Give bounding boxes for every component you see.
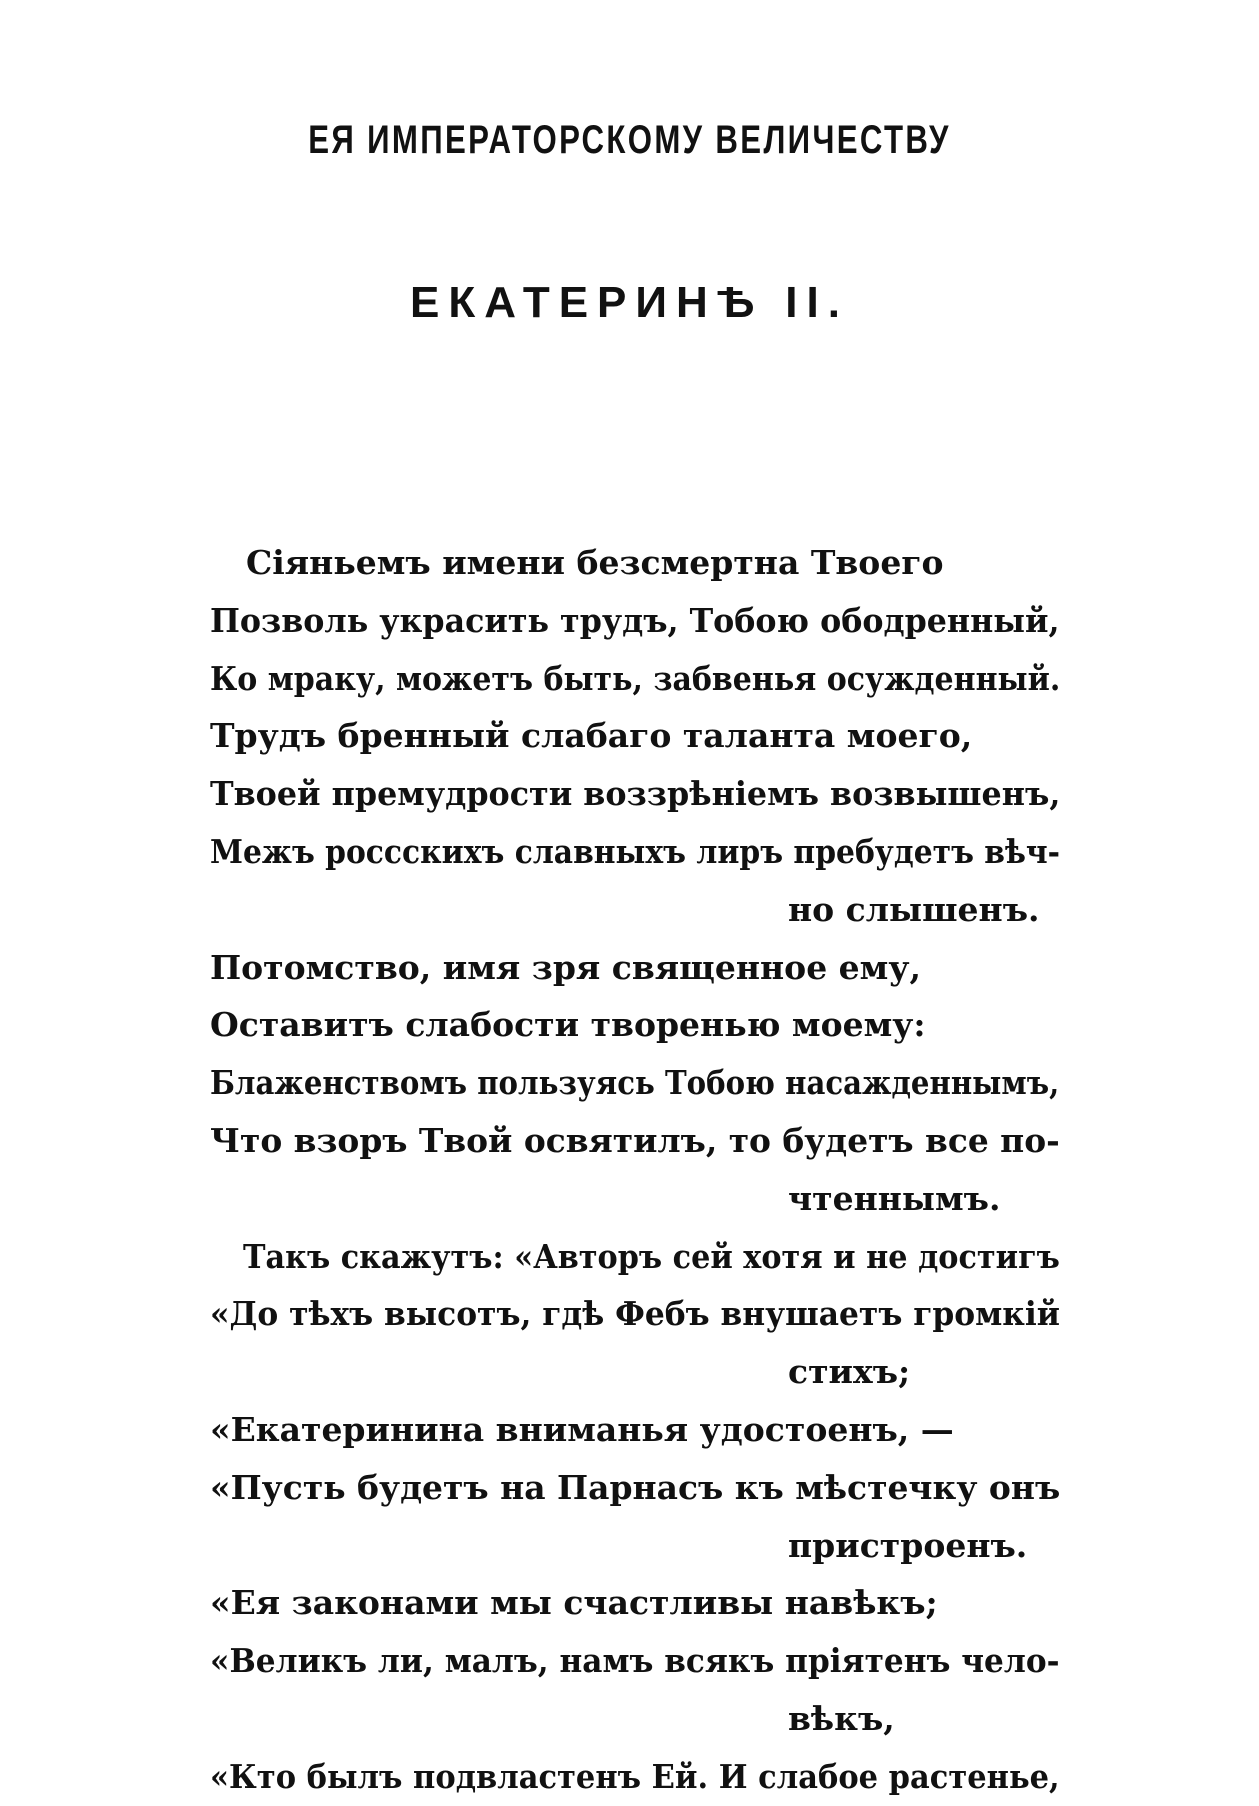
poem-line: Межъ россскихъ славныхъ лиръ пребудетъ вѣч- (210, 831, 1061, 871)
poem-line: Твоей премудрости воззрѣніемъ возвышенъ, (210, 774, 1061, 814)
poem-line: «Пусть будетъ на Парнасъ къ мѣстечку онъ (210, 1467, 1061, 1507)
poem-line: Ко мраку, можетъ быть, забвенья осужденный. (210, 658, 1061, 698)
page-title: ЕКАТЕРИНѢ II. (410, 278, 849, 327)
poem-line: «Кто былъ подвластенъ Ей. И слабое растенье, (210, 1756, 1060, 1796)
poem-line: Сіяньемъ имени безсмертна Твоего (246, 543, 944, 582)
poem-line: Трудъ бренный слабаго таланта моего, (210, 716, 973, 756)
dedication-heading: ЕЯ ИМПЕРАТОРСКОМУ ВЕЛИЧЕСТВУ (308, 118, 951, 162)
poem-line: «До тѣхъ высотъ, гдѣ Фебъ внушаетъ громкій (210, 1294, 1060, 1334)
poem-line: Блаженствомъ пользуясь Тобою насажденнымъ, (210, 1063, 1060, 1103)
poem-line: Что взоръ Твой освятилъ, то будетъ все по- (210, 1120, 1060, 1160)
poem-line: «Великъ ли, малъ, намъ всякъ пріятенъ чело- (210, 1641, 1060, 1681)
poem-line: Оставитъ слабости творенью моему: (210, 1005, 926, 1045)
poem-line: Позволь украсить трудъ, Тобою ободренный, (210, 600, 1060, 640)
poem-line-continuation: но слышенъ. (788, 889, 1040, 929)
poem-line-continuation: пристроенъ. (788, 1525, 1028, 1565)
poem-body (210, 534, 1060, 1806)
poem-line-continuation: чтеннымъ. (788, 1178, 1001, 1218)
poem-line-continuation: стихъ; (788, 1352, 911, 1392)
poem-line: «Екатеринина вниманья удостоенъ, — (210, 1409, 954, 1449)
poem-line: Потомство, имя зря священное ему, (210, 947, 921, 987)
poem-line: «Ея законами мы счастливы навѣкъ; (210, 1583, 938, 1623)
poem-line: Такъ скажутъ: «Авторъ сей хотя и не достигъ (243, 1236, 1060, 1276)
poem-line-continuation: вѣкъ, (788, 1698, 895, 1738)
